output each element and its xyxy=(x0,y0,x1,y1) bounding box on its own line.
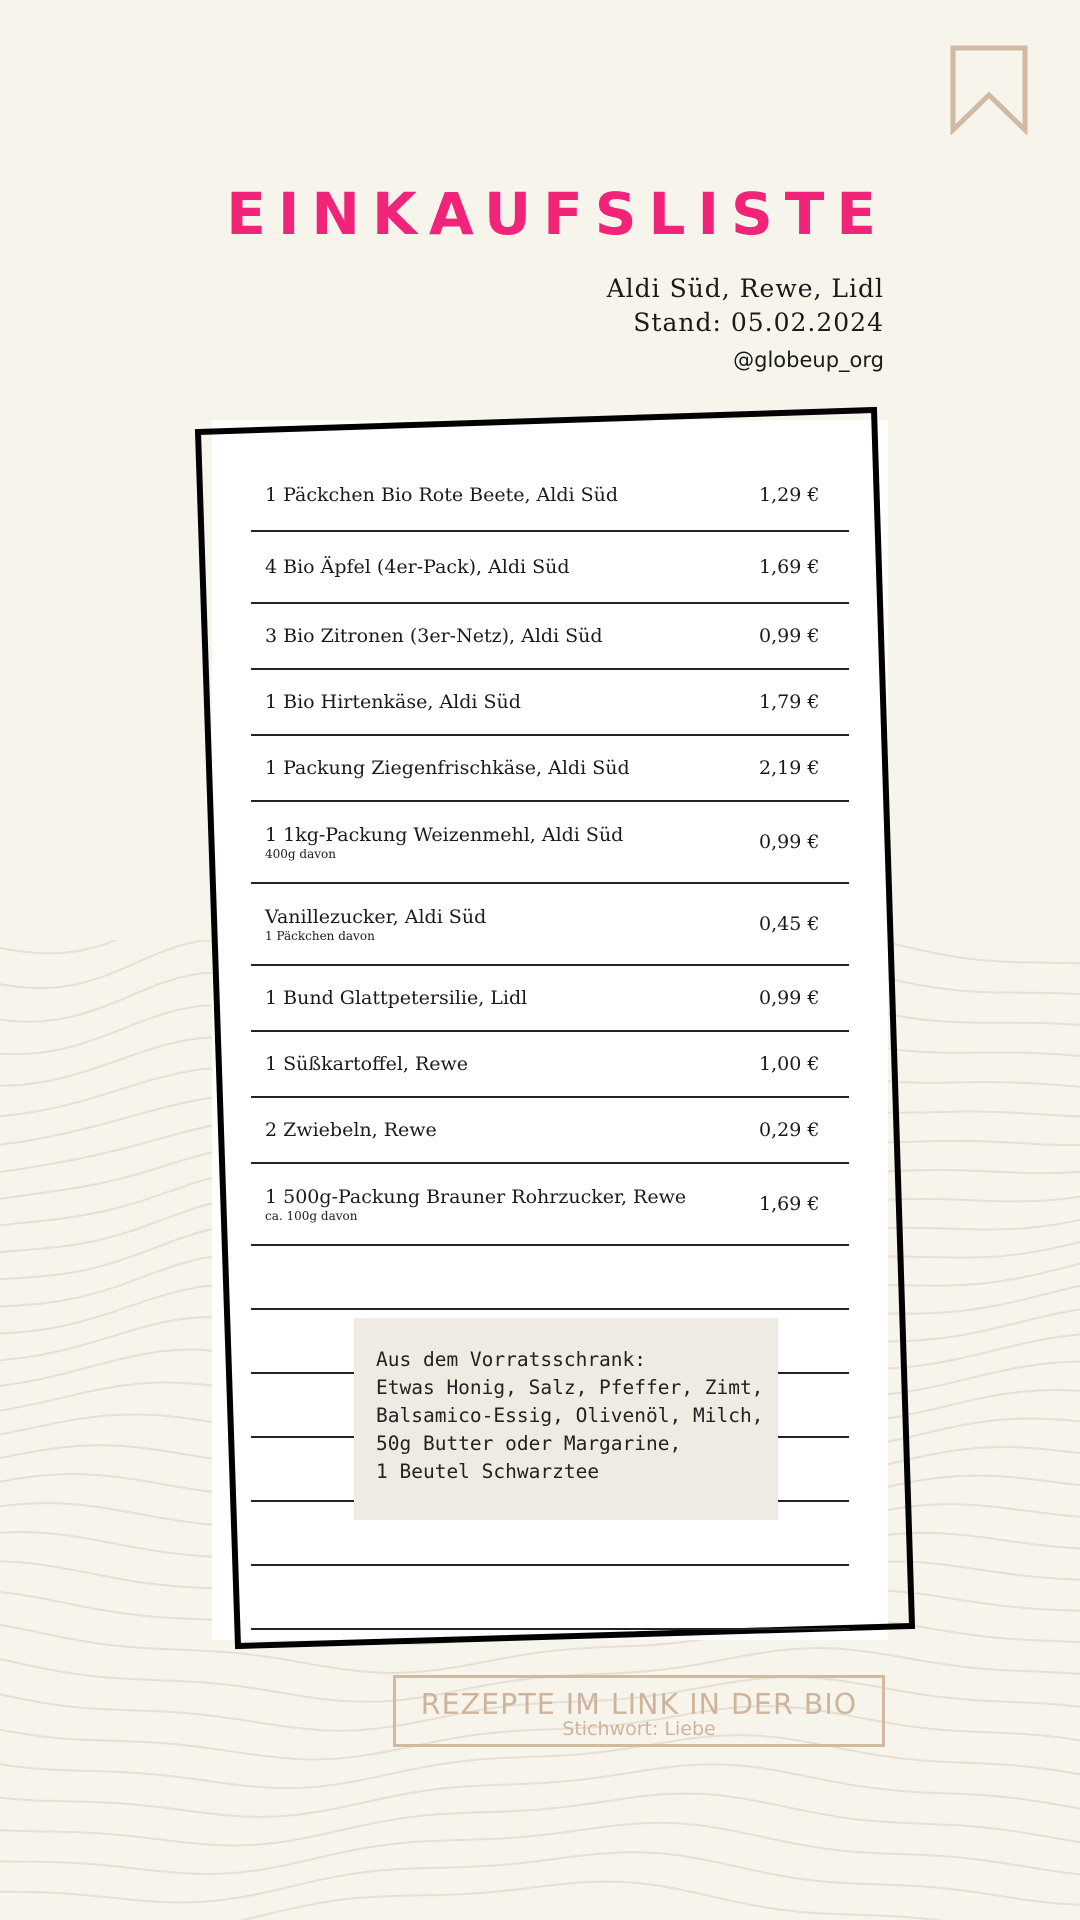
item-name xyxy=(265,905,486,943)
page-title: EINKAUFSLISTE xyxy=(226,180,888,248)
pantry-note-line: Etwas Honig, Salz, Pfeffer, Zimt, xyxy=(376,1376,764,1399)
item-note: 1 Päckchen davon xyxy=(265,929,375,943)
list-item xyxy=(251,532,849,604)
item-price: 1,29 € xyxy=(759,484,820,506)
wave-line xyxy=(0,1794,1080,1846)
item-label: 1 Bio Hirtenkäse, Aldi Süd xyxy=(265,691,521,713)
list-item xyxy=(251,460,849,532)
wave-line xyxy=(0,1852,1080,1905)
item-price: 1,69 € xyxy=(759,1193,820,1215)
bookmark-icon[interactable] xyxy=(950,45,1030,135)
list-item xyxy=(251,604,849,670)
item-name xyxy=(265,555,570,579)
item-name xyxy=(265,690,521,714)
item-price: 0,99 € xyxy=(759,831,820,853)
item-label: 1 1kg-Packung Weizenmehl, Aldi Süd xyxy=(265,824,624,846)
list-item xyxy=(251,1032,849,1098)
list-item xyxy=(251,802,849,884)
item-label: 3 Bio Zitronen (3er-Netz), Aldi Süd xyxy=(265,625,603,647)
date-stamp: Stand: 05.02.2024 xyxy=(633,308,884,337)
pantry-note-line: 50g Butter oder Margarine, xyxy=(376,1432,682,1455)
social-handle: @globeup_org xyxy=(733,348,884,372)
item-name xyxy=(265,823,623,861)
item-name xyxy=(265,1052,468,1076)
item-price: 0,29 € xyxy=(759,1119,820,1141)
item-name xyxy=(265,1118,437,1142)
item-label: 1 Süßkartoffel, Rewe xyxy=(265,1053,469,1075)
item-label: 1 Packung Ziegenfrischkäse, Aldi Süd xyxy=(265,757,630,779)
item-name xyxy=(265,1185,686,1223)
empty-list-line xyxy=(251,1566,849,1630)
item-price: 1,69 € xyxy=(759,556,820,578)
item-name xyxy=(265,756,630,780)
item-price: 2,19 € xyxy=(759,757,820,779)
recipe-link-banner[interactable] xyxy=(393,1675,885,1747)
wave-line xyxy=(0,1823,1080,1875)
list-item xyxy=(251,884,849,966)
item-label: 1 500g-Packung Brauner Rohrzucker, Rewe xyxy=(265,1186,687,1208)
item-label: 2 Zwiebeln, Rewe xyxy=(265,1119,437,1141)
item-label: 1 Päckchen Bio Rote Beete, Aldi Süd xyxy=(265,484,619,506)
cta-keyword: Stichwort: Liebe xyxy=(562,1718,716,1740)
item-name xyxy=(265,624,603,648)
item-note: ca. 100g davon xyxy=(265,1209,358,1223)
item-price: 0,99 € xyxy=(759,625,820,647)
item-note: 400g davon xyxy=(265,847,336,861)
item-name xyxy=(265,986,527,1010)
list-item xyxy=(251,966,849,1032)
store-list: Aldi Süd, Rewe, Lidl xyxy=(606,274,884,303)
list-item xyxy=(251,1098,849,1164)
pantry-note xyxy=(354,1318,778,1520)
pantry-note-line: 1 Beutel Schwarztee xyxy=(376,1460,600,1483)
wave-line xyxy=(0,1882,1080,1920)
cta-label: REZEPTE IM LINK IN DER BIO xyxy=(420,1688,858,1721)
item-label: Vanillezucker, Aldi Süd xyxy=(265,906,487,928)
list-item xyxy=(251,1164,849,1246)
item-price: 0,99 € xyxy=(759,987,820,1009)
item-name xyxy=(265,483,618,507)
item-label: 1 Bund Glattpetersilie, Lidl xyxy=(265,987,528,1009)
pantry-note-line: Aus dem Vorratsschrank: xyxy=(376,1348,647,1371)
list-item xyxy=(251,670,849,736)
item-price: 1,79 € xyxy=(759,691,820,713)
empty-list-line xyxy=(251,1246,849,1310)
list-item xyxy=(251,736,849,802)
item-label: 4 Bio Äpfel (4er-Pack), Aldi Süd xyxy=(265,556,570,578)
item-price: 1,00 € xyxy=(759,1053,820,1075)
pantry-note-line: Balsamico-Essig, Olivenöl, Milch, xyxy=(376,1404,764,1427)
item-price: 0,45 € xyxy=(759,913,820,935)
